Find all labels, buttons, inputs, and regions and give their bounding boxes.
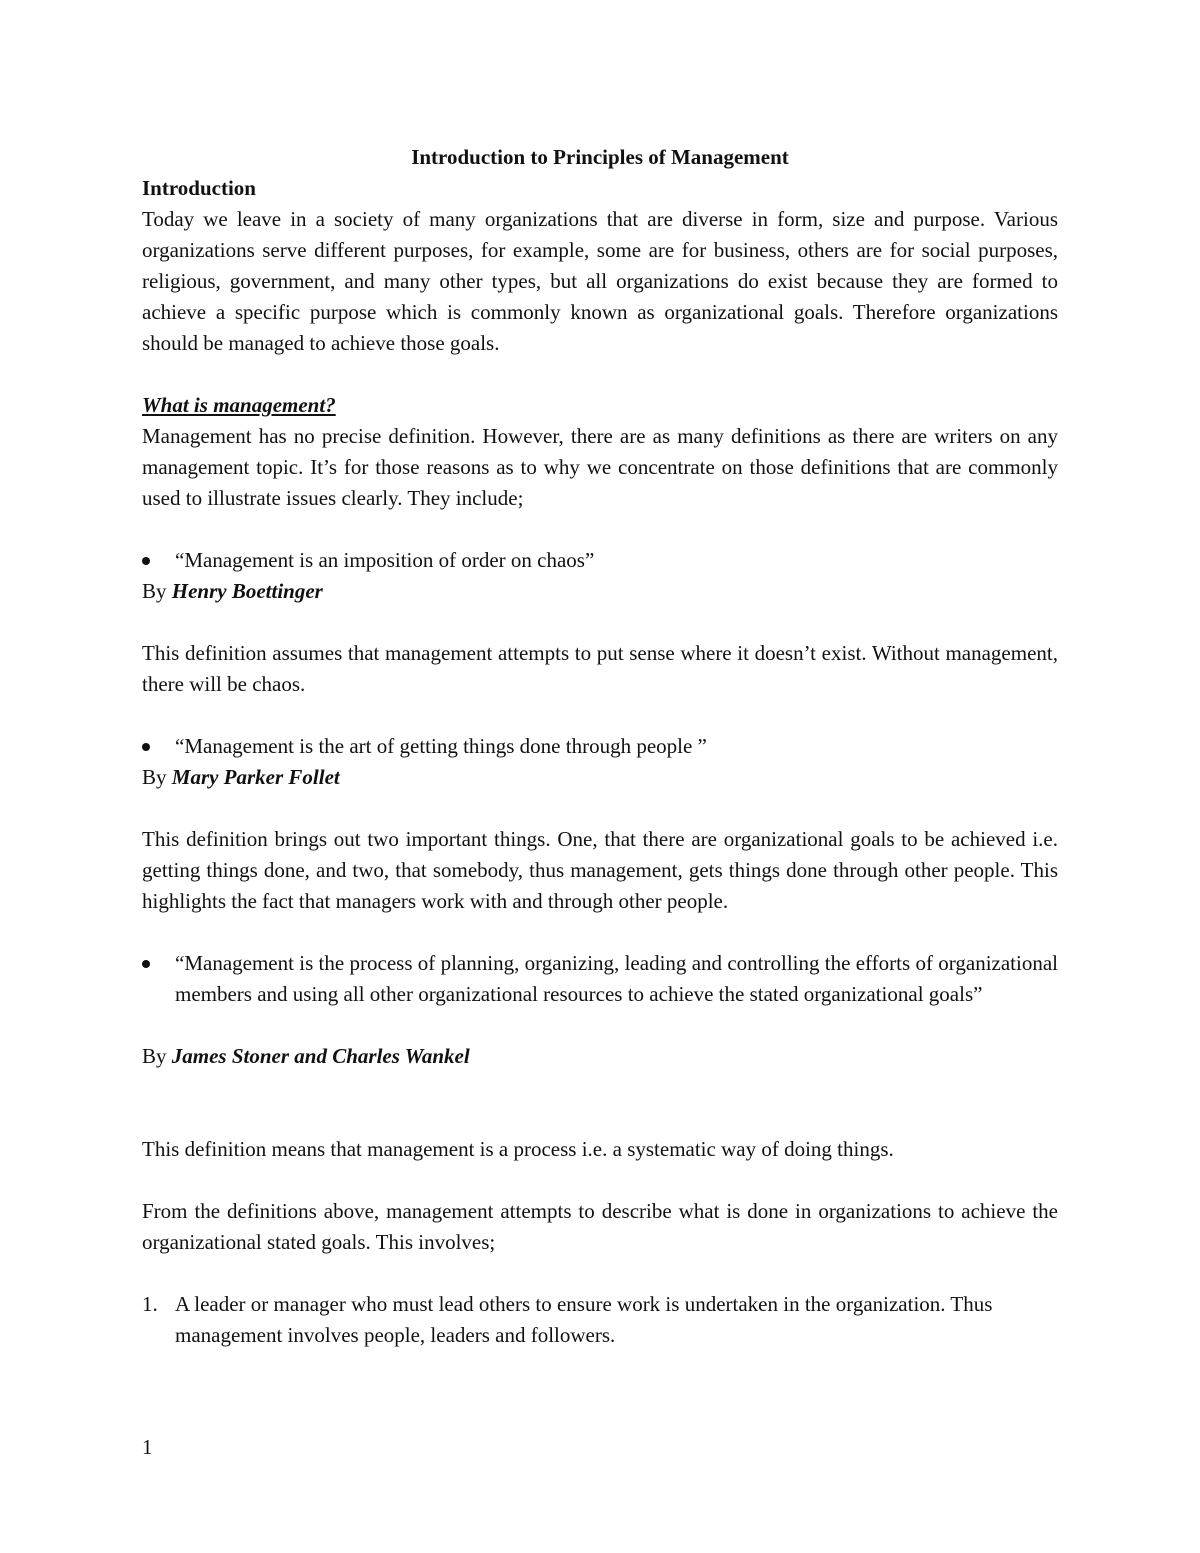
definition-bullet-1: [142, 545, 1058, 576]
definition-explanation: This definition means that management is a process i.e. a systematic way of doing things.: [142, 1137, 894, 1161]
definition-author: Henry Boettinger: [171, 579, 323, 603]
bullet-icon: [142, 557, 150, 565]
by-prefix: By: [142, 765, 172, 789]
numbered-item-1: [142, 1289, 1058, 1351]
by-prefix: By: [142, 579, 172, 603]
definition-bullet-3: [142, 948, 1058, 1010]
by-prefix: By: [142, 1044, 172, 1068]
definition-quote: “Management is the art of getting things done through people ”: [175, 734, 707, 758]
definition-explanation: This definition assumes that management attempts to put sense where it doesn’t exist. Without management, there will be chaos.: [142, 641, 1058, 696]
list-number: 1.: [142, 1292, 158, 1316]
definition-bullet-2: [142, 731, 1058, 762]
intro-heading: Introduction: [142, 176, 256, 200]
document-title: Introduction to Principles of Management: [411, 145, 789, 169]
definition-author: James Stoner and Charles Wankel: [171, 1044, 470, 1068]
definition-attribution: [142, 576, 1058, 607]
bullet-icon: [142, 960, 150, 968]
definition-quote: “Management is the process of planning, organizing, leading and controlling the efforts of organizational members and using all other organizational resources to achieve the stated organizational goals”: [175, 951, 1058, 1006]
section-paragraph: Management has no precise definition. However, there are as many definitions as there are writers on any management topic. It’s for those reasons as to why we concentrate on those definitions that are commonly used to illustrate issues clearly. They include;: [142, 424, 1058, 510]
summary-paragraph: From the definitions above, management attempts to describe what is done in organizations to achieve the organizational stated goals. This involves;: [142, 1199, 1058, 1254]
section-heading-text: What is management?: [142, 393, 336, 417]
definition-attribution: [142, 1041, 1058, 1072]
definition-author: Mary Parker Follet: [171, 765, 340, 789]
definition-quote: “Management is an imposition of order on chaos”: [175, 548, 595, 572]
numbered-item-text: A leader or manager who must lead others to ensure work is undertaken in the organization. Thus management involves people, leaders and followers.: [175, 1292, 993, 1347]
definition-attribution: [142, 762, 1058, 793]
bullet-icon: [142, 743, 150, 751]
section-heading: [142, 390, 1058, 421]
definition-explanation: This definition brings out two important things. One, that there are organizational goals to be achieved i.e. getting things done, and two, that somebody, thus management, gets things done through other people. This highlights the fact that managers work with and through other people.: [142, 827, 1058, 913]
page-number: 1: [142, 1435, 153, 1459]
intro-paragraph: Today we leave in a society of many organizations that are diverse in form, size and purpose. Various organizations serve different purposes, for example, some are for business, others are for social purposes, religious, government, and many other types, but all organizations do exist because they are formed to achieve a specific purpose which is commonly known as organizational goals. Therefore organizations should be managed to achieve those goals.: [142, 207, 1058, 355]
